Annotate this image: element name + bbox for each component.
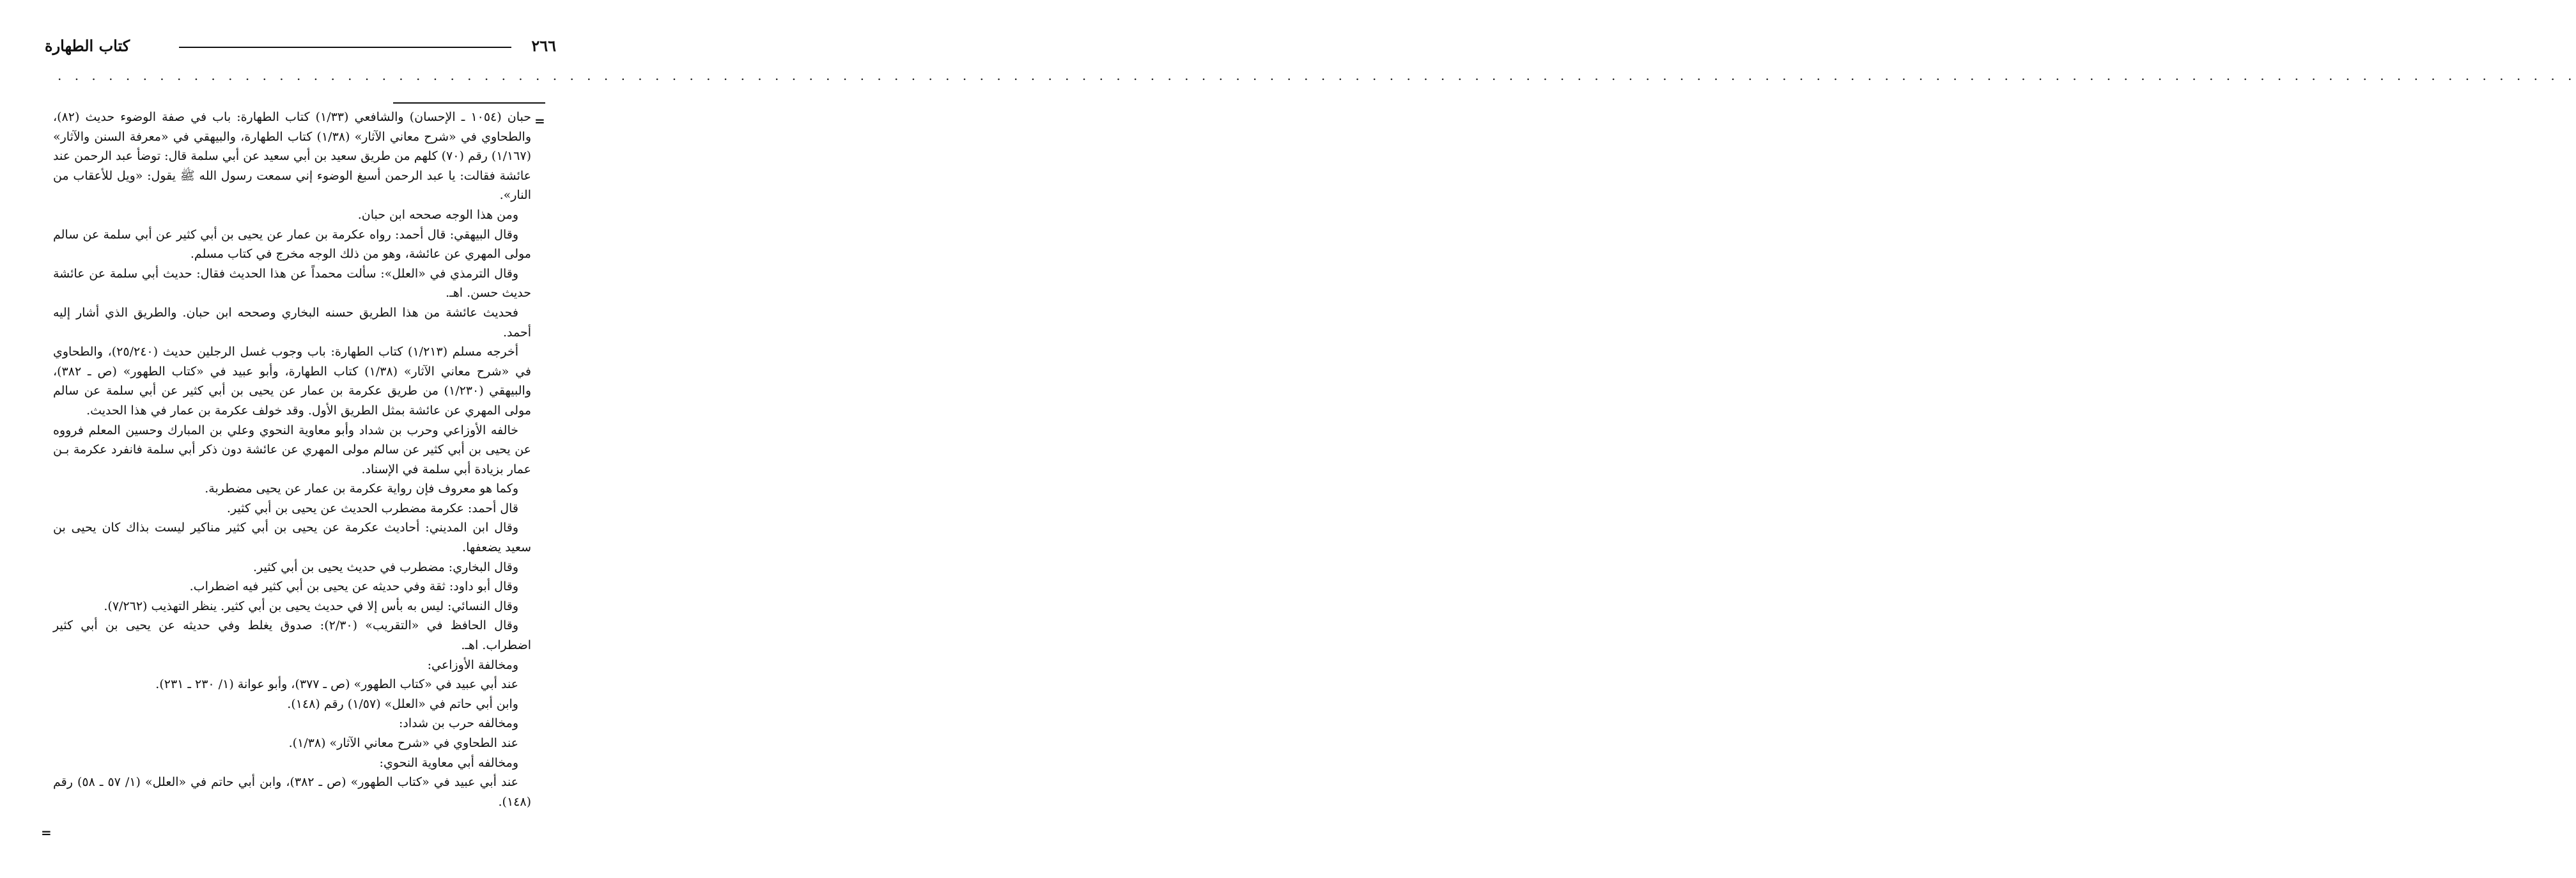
header-rule [179,47,511,48]
paragraph: قال أحمد: عكرمة مضطرب الحديث عن يحيى بن أبي كثير. [226,501,518,515]
paragraph: فحديث عائشة من هذا الطريق حسنه البخاري وصححه ابن حبان. والطريق الذي أشار إليه أحمد. [53,305,531,340]
footnote-rule [393,102,545,104]
paragraph: وقال الحافظ في «التقريب» (٢/٣٠): صدوق يغلط وفي حديثه عن يحيى بن أبي كثير اضطراب. اهـ. [53,618,531,653]
paragraph: وقال الترمذي في «العلل»: سألت محمداً عن هذا الحديث فقال: حديث أبي سلمة عن عائشة حديث حسن. اهـ. [53,266,531,301]
paragraph: وقال ابن المديني: أحاديث عكرمة عن يحيى بن أبي كثير مناكير ليست بذاك كان يحيى بن سعيد يضعفها. [53,521,531,555]
chapter-title: كتاب الطهارة [45,36,130,55]
paragraph: حبان (١٠٥٤ ـ الإحسان) والشافعي (١/٣٣) كتاب الطهارة: باب في صفة الوضوء حديث (٨٢)، والطحاوي في «شرح معاني الآثار» (١/٣٨) كتاب الطهارة، والبيهقي في «معرفة السنن والآثار» (١/١٦٧) رقم (٧٠) كلهم من طريق سعيد بن أبي سعيد عن أبي سلمة قال: توضأ عبد الرحمن عند عائشة فقالت: يا عبد الرحمن أسبغ الوضوء إني سمعت رسول الله ﷺ يقول: «ويل للأعقاب من النار». [53,110,532,203]
paragraph: خالفه الأوزاعي وحرب بن شداد وأبو معاوية النحوي وعلي بن المبارك وحسين المعلم فرووه عن يحيى بن أبي كثير عن سالم مولى المهري عن عائشة دون ذكر أبي سلمة فانفرد عكرمة بـن عمار بزيادة أبي سلمة في الإسناد. [53,423,531,476]
page-number: ٢٦٦ [531,36,556,55]
paragraph: وكما هو معروف فإن رواية عكرمة بن عمار عن يحيى مضطربة. [205,482,518,496]
dotted-separator: . . . . . . . . . . . . . . . . . . . . . . . . . . . . . . . . . . . . . . . . . . . . . . . . . . . . . . . . . . . . . . . . . . . . . . . . . . . . . . . . . . . . . . . . . . . . . . . . . . . . . . . . . . . . . . . . . . . . . . . . . . . . . . . . . . . . . . . . . . . . . . . . . . . . [58,68,2576,83]
paragraph: وابن أبي حاتم في «العلل» (١/٥٧) رقم (١٤٨). [287,696,518,711]
paragraph: ومخالفة الأوزاعي: [427,657,518,672]
paragraph: أخرجه مسلم (١/٢١٣) كتاب الطهارة: باب وجوب غسل الرجلين حديث (٢٥/٢٤٠)، والطحاوي في «شرح معاني الآثار» (١/٣٨) كتاب الطهارة، وأبو عبيد في «كتاب الطهور» (ص ـ ٣٨٢)، والبيهقي (١/٢٣٠) من طريق عكرمة بن عمار عن يحيى بن أبي كثير عن أبي سلمة عن سالم مولى المهري عن عائشة بمثل الطريق الأول. وقد خولف عكرمة بن عمار في هذا الحديث. [53,345,532,418]
paragraph: عند الطحاوي في «شرح معاني الآثار» (١/٣٨). [288,736,518,750]
continuation-mark-bottom: = [41,825,52,840]
continuation-mark-top: = [534,113,545,129]
paragraph: ومخالفه حرب بن شداد: [398,716,518,731]
footnote-body [53,107,531,811]
paragraph: وقال أبو داود: ثقة وفي حديثه عن يحيى بن أبي كثير فيه اضطراب. [189,579,518,594]
paragraph: ومخالفه أبي معاوية النحوي: [379,755,518,770]
paragraph: ومن هذا الوجه صححه ابن حبان. [357,207,518,222]
paragraph: عند أبي عبيد في «كتاب الطهور» (ص ـ ٣٧٧)، وأبو عوانة (١/ ٢٣٠ ـ ٢٣١). [155,677,518,692]
paragraph: وقال النسائي: ليس به بأس إلا في حديث يحيى بن أبي كثير. ينظر التهذيب (٧/٢٦٢). [104,599,518,613]
paragraph: وقال البخاري: مضطرب في حديث يحيى بن أبي كثير. [253,560,518,574]
paragraph: عند أبي عبيد في «كتاب الطهور» (ص ـ ٣٨٢)، وابن أبي حاتم في «العلل» (١/ ٥٧ ـ ٥٨) رقم (١٤٨). [53,775,531,809]
running-header [45,35,556,61]
paragraph: وقال البيهقي: قال أحمد: رواه عكرمة بن عمار عن يحيى بن أبي كثير عن أبي سلمة عن سالم مولى المهري عن عائشة، وهو من ذلك الوجه مخرج في كتاب مسلم. [53,227,531,262]
